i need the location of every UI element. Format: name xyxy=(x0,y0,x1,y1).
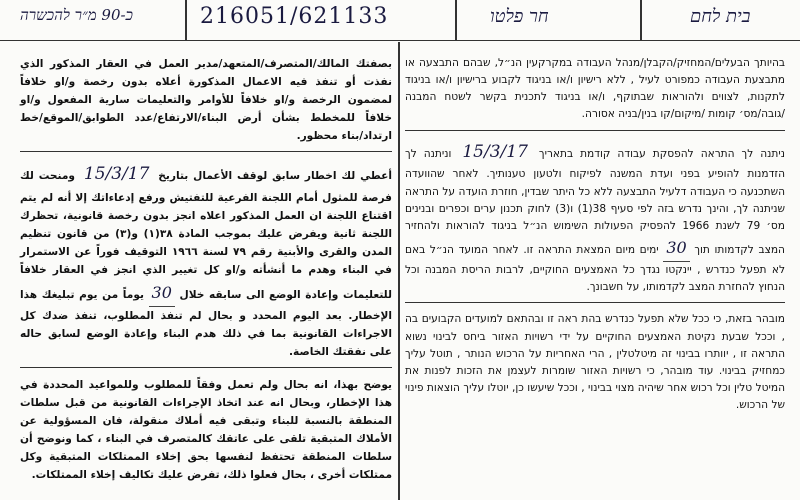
hebrew-paragraph-3: מובהר בזאת, כי ככל שלא תפעל כנדרש בהת ראה זו ובהתאם למועדים הקבועים בה , וככל שבעת נקיטת האמצעים החוקיים על ידי רשויות האזור ביחס לבינוי נשוא התראה זו , יוותרו בבינוי זה מיטלטלין , הרי האחריות על הרכוש הנותר , תוטל עליך כמחזיק בבינוי. עוד מובהר, כי רשויות האזור שומרות לעצמן את הזכות לפנות את המיטל טלין וכל רכוש אחר שיהיה מצוי בבינוי , וככל שיעשו כן, יוטלו עליך הוצאות פינוי של הרכוש. xyxy=(405,313,785,412)
hebrew-paragraph-2 xyxy=(405,139,785,296)
section-rule xyxy=(405,302,785,303)
handwritten-id-number: 216051/621133 xyxy=(200,4,389,29)
arabic-column xyxy=(20,55,392,495)
arabic-paragraph-2 xyxy=(20,160,392,361)
handwritten-name: חר פלטו xyxy=(490,6,549,27)
header-divider xyxy=(455,0,457,40)
handwritten-area-note: כ-90 מ״ר להכשרה xyxy=(20,6,133,24)
arabic-paragraph-1: بصفتك المالك/المتصرف/المتعهد/مدير العمل في العقار المذكور الذي نفذت أو تنفذ فيه الاعمال المذكورة أعلاه بدون رخصة و/او خلافاً لمضمون الرخصة و/او خلافاً للأوامر والتعليمات سارية المفعول و/او خلافاً للمخطط بشأن أرض البناء/الارتفاع/عدد الطوابق/الموقع/خط ارتداد/بناء محظور. xyxy=(20,58,392,142)
handwritten-date: 15/3/17 xyxy=(83,164,150,185)
hebrew-p2-end: ימים מיום המצאת התראה זו. לאחר המועד הנ״ל באם לא תפעל כנדרש , יינקטו נגדך כל האמצעים החוקיים, לרבות הריסת המבנה וכל הנחוץ להחזרת המצב לקדמותו, על חשבונך. xyxy=(405,243,785,294)
header-divider xyxy=(640,0,642,40)
arabic-paragraph-3: يوضح بهذا، انه بحال ولم تعمل وفقاً للمطلوب وللمواعيد المحددة في هذا الإخطار، وبحال انه عند اتخاذ الإجراءات القانونية من قبل سلطات المنطقة بالنسبة للبناء وتبقى فيه أملاك منقولة، فان المسؤولية عن الأملاك المتبقية تلقى على عاتقك كالمتصرف في البناء ، كما ونوضح أن سلطات المنطقة تحتفظ لنفسها بحق إخلاء الممتلكات المتبقية وكل ممتلكات أخرى ، بحال فعلوا ذلك، تفرض عليك تكاليف إخلاء الممتلكات. xyxy=(20,379,392,482)
column-divider xyxy=(398,42,400,500)
hebrew-p2-start: ניתנה לך התראה להפסקת עבודה קודמת בתאריך xyxy=(538,147,785,160)
handwritten-location: בית לחם xyxy=(690,6,751,27)
hebrew-paragraph-1: בהיותך הבעלים/המחזיק/הקבלן/מנהל העבודה במקרקעין הנ״ל, שבהם התבצעה או מתבצעת העבודה כמפורט לעיל , ללא רישיון ו/או בניגוד לקבוע ברישיון ו/או בניגוד לתקנות, לצווים ולהוראות שבתוקף, ו/או בניגוד לתכנית בקשר לשטח המבנה /גובה/מס׳ קומות /מיקום/קו בנין/בניה אסורה. xyxy=(405,57,785,121)
hebrew-column xyxy=(405,55,785,495)
handwritten-days: 30 xyxy=(149,279,175,307)
section-rule xyxy=(20,151,392,152)
arabic-p2-middle: ومنحت لك فرصة للمثول أمام اللجنة الفرعية للتفتيش ورفع إدعاءاتك إلا أنه لم يتم اقتناع اللجنة ان العمل المذكور اعلاه انجز بدون رخصة قانونية، تحظرك اللجنة ثانية ويفرض عليك بموجب المادة ٣٨(١) و(٣) من قانون تنظيم المدن والقرى والأبنية رقم ٧٩ لسنة ١٩٦٦ التوقيف فوراً عن الاستمرار في البناء وهدم ما أنشأته و/او كل تغيير الذي انجز في العقار خلافاً للتعليمات وإعادة الوضع الى سابقه خلال xyxy=(20,170,393,302)
header-strip xyxy=(0,0,800,41)
handwritten-days: 30 xyxy=(663,235,689,262)
arabic-p2-end: يوماً من يوم تبليغك هذا الإخطار. بعد اليوم المحدد و بحال لم تنفذ المطلوب، تنفذ ضدك كل الاجراءات القانونية بما في ذلك هدم البناء وإعادة الوضع لسابق حاله على نفقتك الخاصة. xyxy=(20,289,392,359)
section-rule xyxy=(20,367,392,368)
section-rule xyxy=(405,130,785,131)
arabic-p2-start: أعطي لك اخطار سابق لوقف الأعمال بتاريخ xyxy=(158,170,392,183)
handwritten-date: 15/3/17 xyxy=(462,141,528,162)
header-divider xyxy=(185,0,187,40)
hebrew-p2-middle: וניתנה לך הזדמנות להופיע בפני ועדת המשנה לפיקוח ולטעון טענותיך. לאחר שהוועדה השתכנעה כי העבודה דלעיל התבצעה ללא כל היתר שבדין, חוזרת הועדה על התראה שניתנה לך, והינך נדרש בזה לפי סעיף 38(1) ו(3) לחוק תכנון ערים וכפרים ובנינים מס׳ 79 לשנת 1966 להפסיק הפעולות השימוש הנ״ל בניגוד להוראות ולהחזיר המצב לקדמותו תוך xyxy=(405,147,786,256)
